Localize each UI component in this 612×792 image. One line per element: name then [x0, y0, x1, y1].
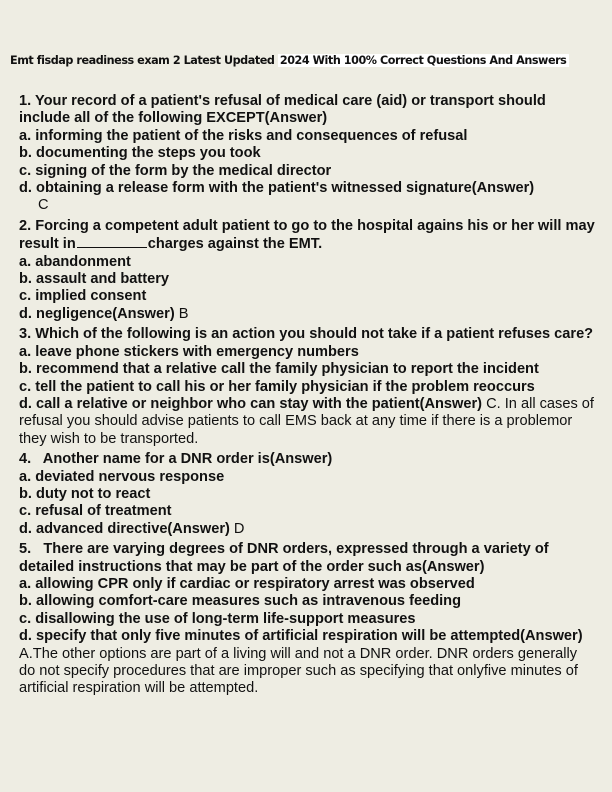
option-d: d. call a relative or neighbor who can stay with the patient(Answer) — [19, 395, 483, 412]
answer-blank — [77, 235, 147, 248]
option-b: b. duty not to react — [19, 485, 151, 502]
option-d-line — [19, 396, 595, 448]
option-c: c. refusal of treatment — [19, 503, 172, 520]
answer-text: D — [229, 520, 245, 537]
option-a: a. allowing CPR only if cardiac or respiratory arrest was observed — [19, 575, 475, 592]
question-1 — [19, 93, 595, 215]
option-a: a. informing the patient of the risks and consequences of refusal — [19, 127, 468, 144]
question-stem: 3. Which of the following is an action you should not take if a patient refuses care? — [19, 326, 594, 343]
option-d: d. negligence(Answer) — [19, 305, 175, 322]
question-list — [19, 93, 595, 701]
answer-text: B — [174, 305, 189, 322]
answer-text: A.The other options are part of a living will and not a DNR order. DNR orders generally do not specify procedures that are improper such as specifying that onlyfive minutes of artificial respiration will be attempted. — [19, 645, 578, 697]
option-d-line — [19, 306, 595, 323]
question-4 — [19, 451, 595, 538]
answer-text: C. In all cases of refusal you should advise patients to call EMS back at any time if there is a problemor they wish to be transported. — [19, 395, 594, 447]
option-a: a. deviated nervous response — [19, 468, 225, 485]
option-a: a. abandonment — [19, 253, 131, 270]
question-stem: 4. Another name for a DNR order is(Answer) — [19, 451, 333, 468]
option-c: c. implied consent — [19, 288, 147, 305]
option-b: b. recommend that a relative call the family physician to report the incident — [19, 361, 539, 378]
answer-text: C — [38, 197, 49, 214]
option-d-line — [19, 521, 595, 538]
option-d: d. advanced directive(Answer) — [19, 520, 230, 537]
option-d: d. specify that only five minutes of artificial respiration will be attempted(Answer) — [19, 628, 583, 645]
option-b: b. assault and battery — [19, 271, 170, 288]
option-c: c. signing of the form by the medical director — [19, 162, 332, 179]
question-stem: 5. There are varying degrees of DNR orders, expressed through a variety of detailed instructions that may be part of the order such as(Answer) — [19, 541, 553, 575]
option-d-line — [19, 628, 595, 698]
document-title — [10, 50, 600, 72]
question-stem: 1. Your record of a patient's refusal of medical care (aid) or transport should include all of the following EXCEPT(Answer) — [19, 93, 546, 127]
question-stem — [19, 218, 595, 254]
question-3 — [19, 326, 595, 448]
option-b: b. documenting the steps you took — [19, 145, 261, 162]
question-2 — [19, 218, 595, 323]
option-d: d. obtaining a release form with the patient's witnessed signature(Answer) — [19, 180, 535, 197]
option-c: c. tell the patient to call his or her family physician if the problem reoccurs — [19, 378, 535, 395]
question-stem-part-2: charges against the EMT. — [147, 236, 323, 253]
document-title-part-1: Emt fisdap readiness exam 2 Latest Updated — [10, 54, 278, 67]
question-5 — [19, 541, 595, 698]
question-stem-part-1: 2. Forcing a competent adult patient to go to the hospital agains his or her will may result in — [19, 217, 595, 253]
option-c: c. disallowing the use of long-term life-support measures — [19, 610, 416, 627]
option-b: b. allowing comfort-care measures such as intravenous feeding — [19, 593, 461, 610]
option-a: a. leave phone stickers with emergency numbers — [19, 343, 359, 360]
document-title-highlight: 2024 With 100% Correct Questions And Answers — [278, 54, 569, 67]
